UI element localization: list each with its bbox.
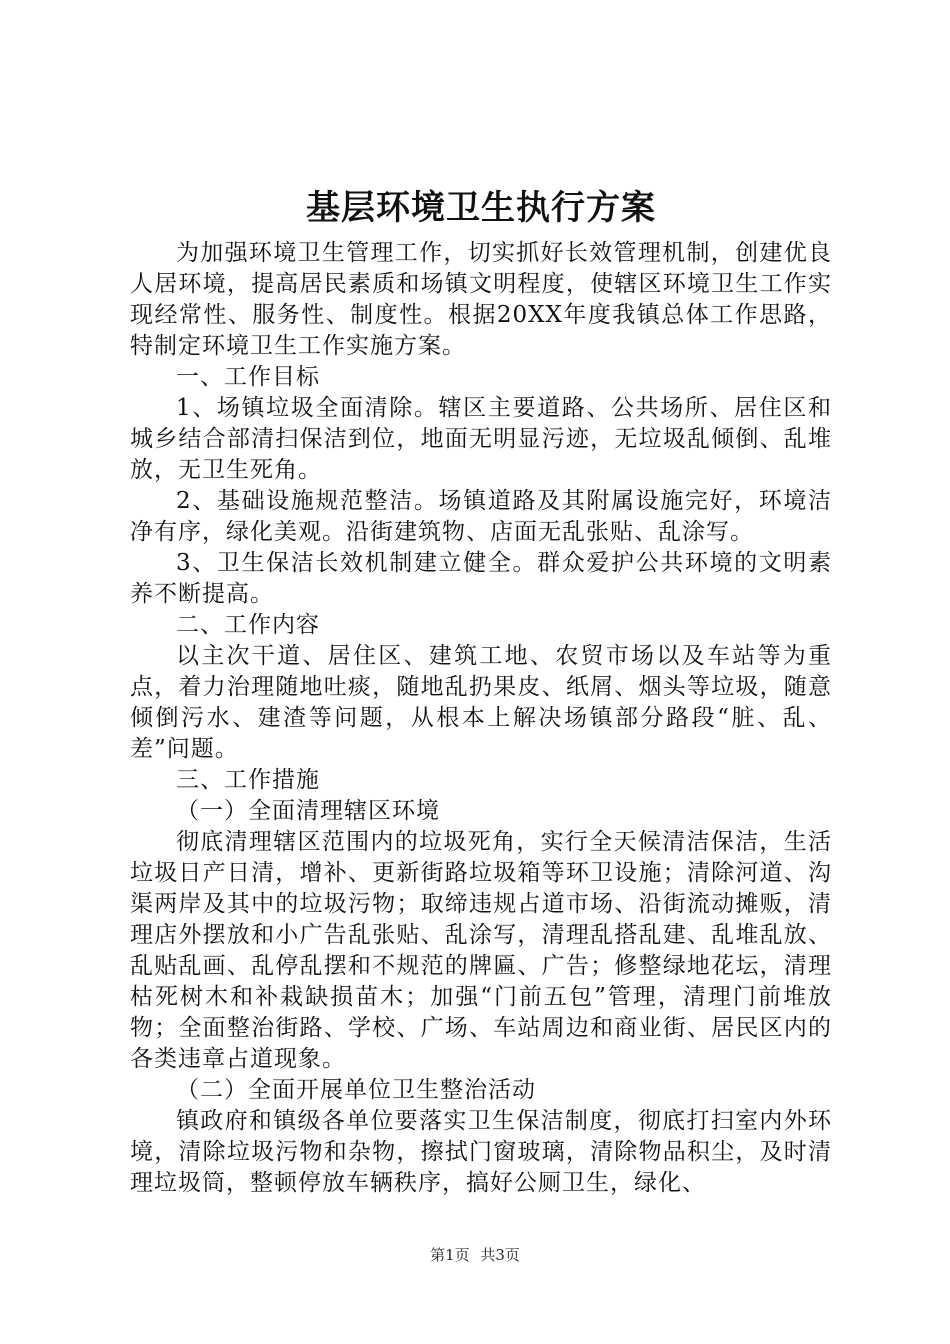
page-number: 第1页	[430, 1246, 470, 1264]
subsection-heading-2: （二）全面开展单位卫生整治活动	[176, 1077, 536, 1103]
measure-paragraph-1: 彻底清理辖区范围内的垃圾死角，实行全天候清洁保洁，生活垃圾日产日清，增补、更新街路垃圾箱等环卫设施；清除河道、沟渠两岸及其中的垃圾污物；取缔违规占道市场、沿街流动摊贩，清理店外摆放和小广告乱张贴、乱涂写，清理乱搭乱建、乱堆乱放、乱贴乱画、乱停乱摆和不规范的牌匾、广告；修整绿地花坛，清理枯死树木和补栽缺损苗木；加强“门前五包”管理，清理门前堆放物；全面整治街路、学校、广场、车站周边和商业街、居民区内的各类违章占道现象。	[130, 829, 832, 1072]
section-heading-content: 二、工作内容	[176, 612, 320, 638]
section-heading-goals: 一、工作目标	[176, 364, 320, 390]
document-title: 基层环境卫生执行方案	[306, 188, 656, 228]
section-heading-measures: 三、工作措施	[176, 767, 320, 793]
measure-paragraph-2: 镇政府和镇级各单位要落实卫生保洁制度，彻底打扫室内外环境，清除垃圾污物和杂物，擦拭门窗玻璃，清除物品积尘，及时清理垃圾筒，整顿停放车辆秩序，搞好公厕卫生，绿化、	[130, 1108, 832, 1196]
goal-item-3: 3、卫生保洁长效机制建立健全。群众爱护公共环境的文明素养不断提高。	[130, 550, 832, 607]
goal-item-1: 1、场镇垃圾全面清除。辖区主要道路、公共场所、居住区和城乡结合部清扫保洁到位，地面无明显污迹，无垃圾乱倾倒、乱堆放，无卫生死角。	[130, 395, 832, 483]
document-page	[130, 180, 832, 1199]
intro-paragraph: 为加强环境卫生管理工作，切实抓好长效管理机制，创建优良人居环境，提高居民素质和场镇文明程度，使辖区环境卫生工作实现经常性、服务性、制度性。根据20XX年度我镇总体工作思路，特制定环境卫生工作实施方案。	[130, 240, 832, 359]
page-total: 共3页	[480, 1246, 520, 1264]
page-footer	[0, 1245, 950, 1265]
content-paragraph: 以主次干道、居住区、建筑工地、农贸市场以及车站等为重点，着力治理随地吐痰，随地乱扔果皮、纸屑、烟头等垃圾，随意倾倒污水、建渣等问题，从根本上解决场镇部分路段“脏、乱、差”问题。	[130, 643, 832, 762]
subsection-heading-1: （一）全面清理辖区环境	[176, 798, 440, 824]
goal-item-2: 2、基础设施规范整洁。场镇道路及其附属设施完好，环境洁净有序，绿化美观。沿街建筑物、店面无乱张贴、乱涂写。	[130, 488, 832, 545]
